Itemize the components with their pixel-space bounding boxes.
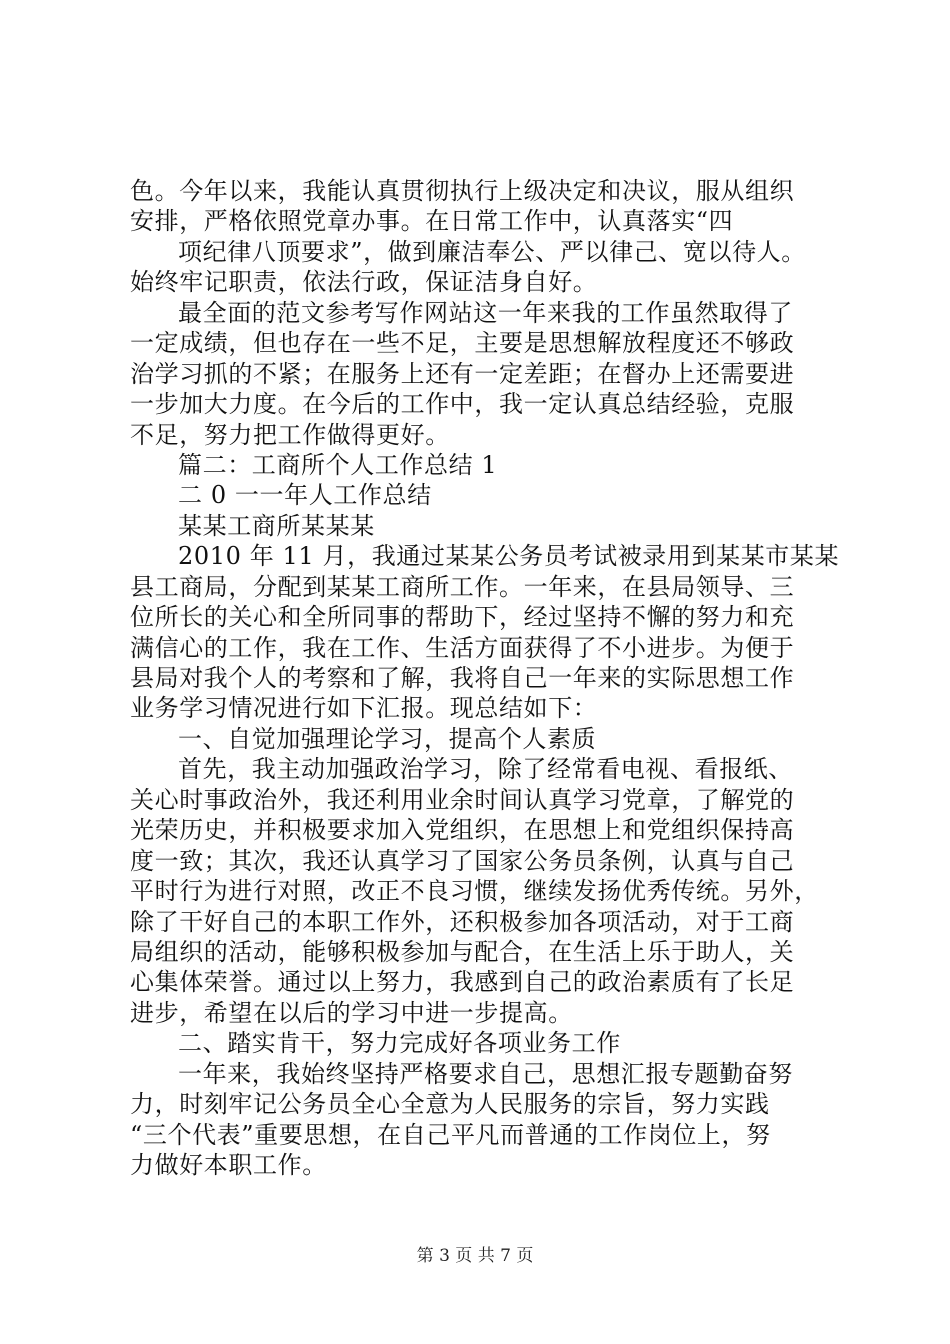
text-line: 色。今年以来，我能认真贯彻执行上级决定和决议，服从组织: [130, 177, 795, 205]
text-line: 2010 年 11 月，我通过某某公务员考试被录用到某某市某某: [178, 542, 840, 570]
text-line: 业务学习情况进行如下汇报。现总结如下：: [130, 694, 598, 722]
text-line: 一步加大力度。在今后的工作中，我一定认真总结经验，克服: [130, 390, 795, 418]
subsection-heading: 一、自觉加强理论学习，提高个人素质: [178, 725, 597, 753]
text-line: 心集体荣誉。通过以上努力，我感到自己的政治素质有了长足: [130, 968, 795, 996]
text-line: 安排，严格依照党章办事。在日常工作中，认真落实“四: [130, 207, 734, 235]
text-line: 不足，努力把工作做得更好。: [130, 421, 450, 449]
text-line: 平时行为进行对照，改正不良习惯，继续发扬优秀传统。另外，: [130, 877, 819, 905]
text-line: 度一致；其次，我还认真学习了国家公务员条例，认真与自己: [130, 847, 795, 875]
text-line: 进步，希望在以后的学习中进一步提高。: [130, 999, 573, 1027]
text-line: 最全面的范文参考写作网站这一年来我的工作虽然取得了: [178, 299, 793, 327]
text-line: 治学习抓的不紧；在服务上还有一定差距；在督办上还需要进: [130, 360, 795, 388]
text-line: 县局对我个人的考察和了解，我将自己一年来的实际思想工作: [130, 664, 795, 692]
text-line: 始终牢记职责，依法行政，保证洁身自好。: [130, 268, 598, 296]
text-line: 局组织的活动，能够积极参加与配合，在生活上乐于助人，关: [130, 938, 795, 966]
author-line: 某某工商所某某某: [178, 512, 375, 540]
text-line: 位所长的关心和全所同事的帮助下，经过坚持不懈的努力和充: [130, 603, 795, 631]
document-title: 二 0 一一年人工作总结: [178, 481, 432, 509]
text-line: 力做好本职工作。: [130, 1151, 327, 1179]
text-line: 一年来，我始终坚持严格要求自己，思想汇报专题勤奋努: [178, 1060, 793, 1088]
text-line: 关心时事政治外，我还利用业余时间认真学习党章，了解党的: [130, 786, 795, 814]
text-line: 首先，我主动加强政治学习，除了经常看电视、看报纸、: [178, 755, 793, 783]
text-line: 项纪律八顶要求”，做到廉洁奉公、严以律己、宽以待人。: [178, 238, 806, 266]
text-line: 光荣历史，并积极要求加入党组织，在思想上和党组织保持高: [130, 816, 795, 844]
section-heading: 篇二：工商所个人工作总结 1: [178, 451, 498, 479]
subsection-heading: 二、踏实肯干，努力完成好各项业务工作: [178, 1029, 621, 1057]
text-line: 除了干好自己的本职工作外，还积极参加各项活动，对于工商: [130, 908, 795, 936]
text-line: 满信心的工作，我在工作、生活方面获得了不小进步。为便于: [130, 634, 795, 662]
text-line: 一定成绩，但也存在一些不足，主要是思想解放程度还不够政: [130, 329, 795, 357]
text-line: “三个代表”重要思想，在自己平凡而普通的工作岗位上，努: [130, 1121, 771, 1149]
page-number-footer: 第 3 页 共 7 页: [416, 1246, 534, 1266]
text-line: 县工商局，分配到某某工商所工作。一年来，在县局领导、三: [130, 573, 795, 601]
text-line: 力，时刻牢记公务员全心全意为人民服务的宗旨，努力实践: [130, 1090, 770, 1118]
